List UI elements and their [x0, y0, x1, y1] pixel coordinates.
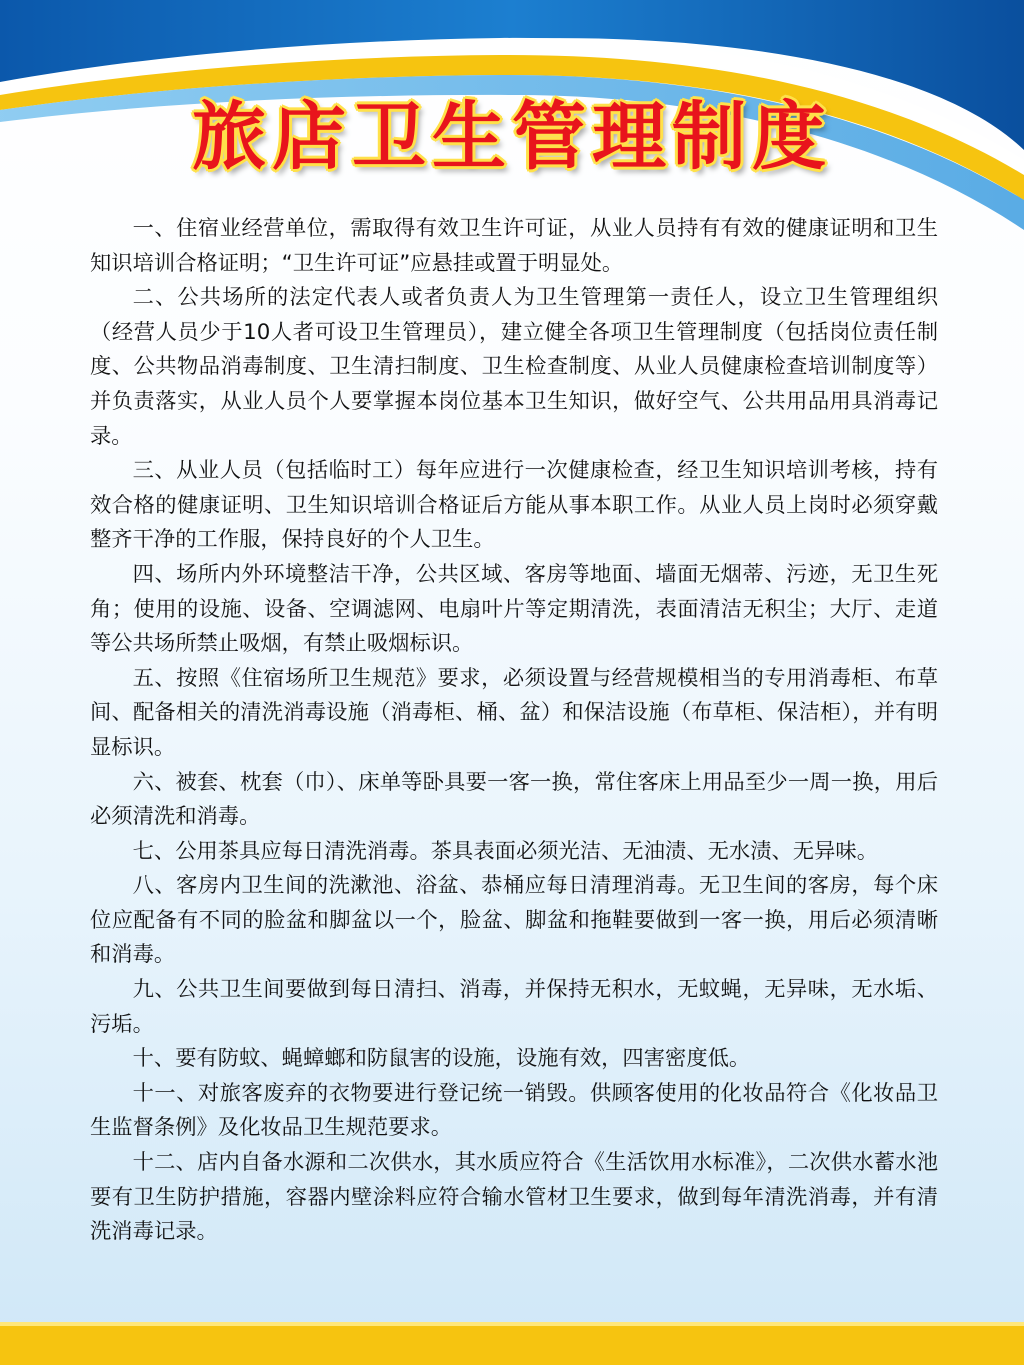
- rule-item: 七、公用茶具应每日清洗消毒。茶具表面必须光洁、无油渍、无水渍、无异味。: [132, 838, 878, 864]
- rule-item: 五、按照《住宿场所卫生规范》要求，必须设置与经营规模相当的专用消毒柜、布草间、配备相关的清洗消毒设施（消毒柜、桶、盆）和保洁设施（布草柜、保洁柜），并有明显标识。: [90, 665, 938, 760]
- rule-item: 一、住宿业经营单位，需取得有效卫生许可证，从业人员持有有效的健康证明和卫生知识培训合格证明；“卫生许可证”应悬挂或置于明显处。: [90, 216, 938, 276]
- rule-item: 十、要有防蚊、蝇蟑螂和防鼠害的设施，设施有效，四害密度低。: [132, 1046, 751, 1072]
- rule-item: 六、被套、枕套（巾）、床单等卧具要一客一换，常住客床上用品至少一周一换，用后必须清洗和消毒。: [90, 769, 938, 830]
- rule-item: 十一、对旅客废弃的衣物要进行登记统一销毁。供顾客使用的化妆品符合《化妆品卫生监督条例》及化妆品卫生规范要求。: [90, 1080, 938, 1141]
- rule-item: 十二、店内自备水源和二次供水，其水质应符合《生活饮用水标准》，二次供水蓄水池要有卫生防护措施，容器内壁涂料应符合输水管材卫生要求，做到每年清洗消毒，并有清洗消毒记录。: [90, 1150, 938, 1245]
- rules-body: [90, 212, 938, 1250]
- rule-item: 八、客房内卫生间的洗漱池、浴盆、恭桶应每日清理消毒。无卫生间的客房，每个床位应配备有不同的脸盆和脚盆以一个，脸盆、脚盆和拖鞋要做到一客一换，用后必须清晰和消毒。: [90, 873, 938, 968]
- footer-band-decoration: [0, 1322, 1024, 1365]
- page-title: 旅店卫生管理制度: [192, 94, 832, 180]
- rule-item: 二、公共场所的法定代表人或者负责人为卫生管理第一责任人，设立卫生管理组织（经营人员少于10人者可设卫生管理员），建立健全各项卫生管理制度（包括岗位责任制度、公共物品消毒制度、卫生清扫制度、卫生检查制度、从业人员健康检查培训制度等）并负责落实，从业人员个人要掌握本岗位基本卫生知识，做好空气、公共用品用具消毒记录。: [90, 285, 938, 449]
- rule-item: 四、场所内外环境整洁干净，公共区域、客房等地面、墙面无烟蒂、污迹，无卫生死角；使用的设施、设备、空调滤网、电扇叶片等定期清洗，表面清洁无积尘；大厅、走道等公共场所禁止吸烟，有禁止吸烟标识。: [90, 561, 938, 657]
- rule-item: 三、从业人员（包括临时工）每年应进行一次健康检查，经卫生知识培训考核，持有效合格的健康证明、卫生知识培训合格证后方能从事本职工作。从业人员上岗时必须穿戴整齐干净的工作服，保持良好的个人卫生。: [90, 458, 938, 553]
- rule-item: 九、公共卫生间要做到每日清扫、消毒，并保持无积水，无蚊蝇，无异味，无水垢、污垢。: [90, 977, 938, 1037]
